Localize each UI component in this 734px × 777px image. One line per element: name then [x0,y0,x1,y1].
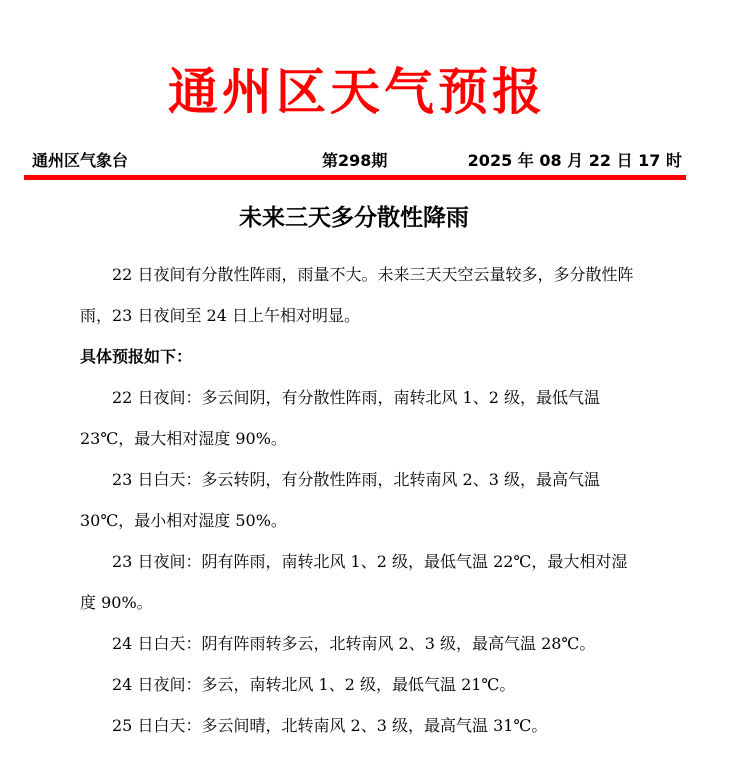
article-headline: 未来三天多分散性降雨 [239,205,469,231]
issuing-office: 通州区气象台 [32,151,129,170]
article-body [80,254,640,746]
forecast-paragraph: 23 日夜间：阴有阵雨，南转北风 1、2 级，最低气温 22℃，最大相对湿度 90%。 [80,552,628,612]
issue-datetime: 2025 年 08 月 22 日 17 时 [467,151,682,170]
masthead-title: 通州区天气预报 [168,62,546,121]
forecast-paragraph: 22 日夜间：多云间阴，有分散性阵雨，南转北风 1、2 级，最低气温 23℃，最大相对湿度 90%。 [80,388,600,448]
forecast-paragraph: 25 日白天：多云间晴，北转南风 2、3 级，最高气温 31℃。 [112,716,548,735]
forecast-paragraph: 24 日夜间：多云，南转北风 1、2 级，最低气温 21℃。 [112,675,516,694]
forecast-subhead: 具体预报如下： [80,347,193,366]
issue-number: 第298期 [322,151,388,170]
forecast-paragraph: 23 日白天：多云转阴，有分散性阵雨，北转南风 2、3 级，最高气温 30℃，最小相对湿度 50%。 [80,470,600,530]
info-bar [32,150,682,172]
forecast-paragraph: 24 日白天：阴有阵雨转多云，北转南风 2、3 级，最高气温 28℃。 [112,634,596,653]
red-divider [24,175,686,180]
summary-paragraph: 22 日夜间有分散性阵雨，雨量不大。未来三天天空云量较多，多分散性阵雨，23 日夜间至 24 日上午相对明显。 [80,265,634,325]
